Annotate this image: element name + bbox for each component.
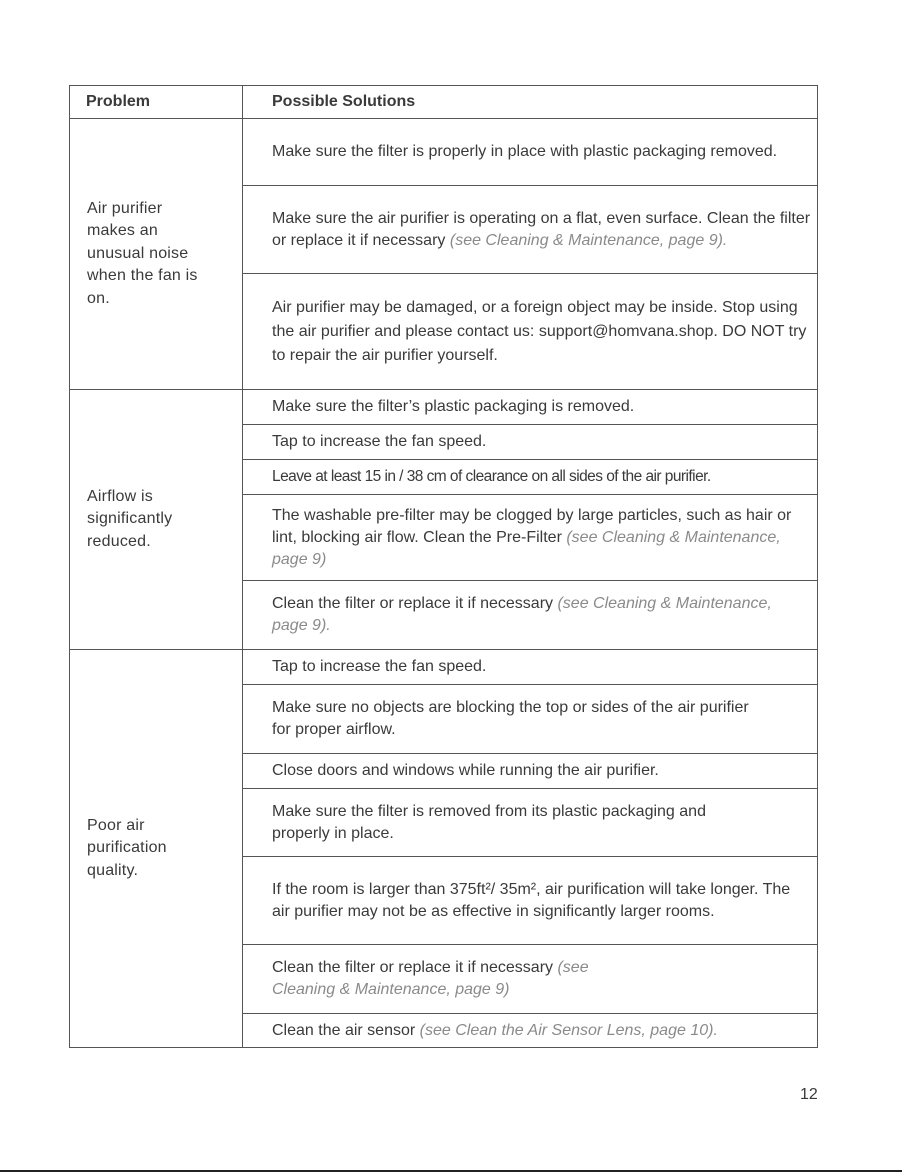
problem-purification xyxy=(70,650,243,1048)
solution-cell xyxy=(243,495,818,581)
solution-text: Close doors and windows while running the air purifier. xyxy=(272,762,659,779)
solution-text: Clean the filter or replace it if necessary xyxy=(272,959,558,976)
table-header-row xyxy=(70,86,818,119)
solution-text: Tap to increase the fan speed. xyxy=(272,433,487,450)
solution-cell xyxy=(243,685,818,754)
problem-text: Air purifier makes an unusual noise when the fan is on. xyxy=(87,199,198,307)
problem-noise xyxy=(70,119,243,390)
table-row xyxy=(70,390,818,425)
solution-text: The washable pre-filter may be clogged by large particles, such as hair or lint, blocking air flow. Clean the Pre-Filter xyxy=(272,506,792,546)
troubleshooting-table xyxy=(69,85,818,1048)
solution-text: Air purifier may be damaged, or a foreign object may be inside. Stop using the air purifier and please contact us: support@homvana.shop. DO NOT try to repair the air purifier yourself. xyxy=(272,298,807,364)
solution-cell xyxy=(243,945,818,1014)
solution-text: Make sure the filter’s plastic packaging is removed. xyxy=(272,398,635,415)
problem-text: Poor air purification quality. xyxy=(87,816,167,879)
table-row xyxy=(70,119,818,186)
solution-cell xyxy=(243,460,818,495)
bottom-divider xyxy=(0,1170,902,1172)
header-problem: Problem xyxy=(70,86,243,119)
solution-cell xyxy=(243,857,818,945)
solution-reference: (see Clean the Air Sensor Lens, page 10). xyxy=(419,1021,718,1039)
solution-cell xyxy=(243,390,818,425)
solution-text: Leave at least 15 in / 38 cm of clearance on all sides of the air purifier. xyxy=(272,468,711,485)
solution-reference: (see Cleaning & Maintenance, page 9) xyxy=(272,528,781,568)
solution-reference: (see Cleaning & Maintenance, page 9). xyxy=(449,231,728,249)
header-solutions: Possible Solutions xyxy=(243,86,818,119)
solution-text: Make sure the filter is removed from its plastic packaging and properly in place. xyxy=(272,802,706,842)
solution-cell xyxy=(243,789,818,857)
solution-cell xyxy=(243,754,818,789)
solution-cell xyxy=(243,650,818,685)
solution-cell xyxy=(243,581,818,650)
solution-cell xyxy=(243,425,818,460)
solution-text: Clean the air sensor xyxy=(272,1021,420,1039)
solution-reference: (see Cleaning & Maintenance, page 9). xyxy=(272,595,772,634)
solution-text: Make sure the air purifier is operating on a flat, even surface. Clean the filter or replace it if necessary xyxy=(272,209,811,249)
problem-airflow xyxy=(70,390,243,650)
solution-text: Clean the filter or replace it if necessary xyxy=(272,595,558,612)
solution-cell xyxy=(243,186,818,274)
page-number: 12 xyxy=(800,1086,818,1103)
solution-text: Make sure the filter is properly in place with plastic packaging removed. xyxy=(272,143,778,160)
solution-text: Make sure no objects are blocking the top or sides of the air purifier for proper airflow. xyxy=(272,699,749,738)
solution-cell xyxy=(243,274,818,390)
solution-cell xyxy=(243,1014,818,1048)
solution-text: If the room is larger than 375ft²/ 35m², air purification will take longer. The air purifier may not be as effective in significantly larger rooms. xyxy=(272,880,791,920)
solution-cell xyxy=(243,119,818,186)
solution-text: Tap to increase the fan speed. xyxy=(272,658,487,675)
table-row xyxy=(70,650,818,685)
problem-text: Airflow is significantly reduced. xyxy=(87,487,173,550)
solution-reference: (see Cleaning & Maintenance, page 9) xyxy=(272,959,589,998)
